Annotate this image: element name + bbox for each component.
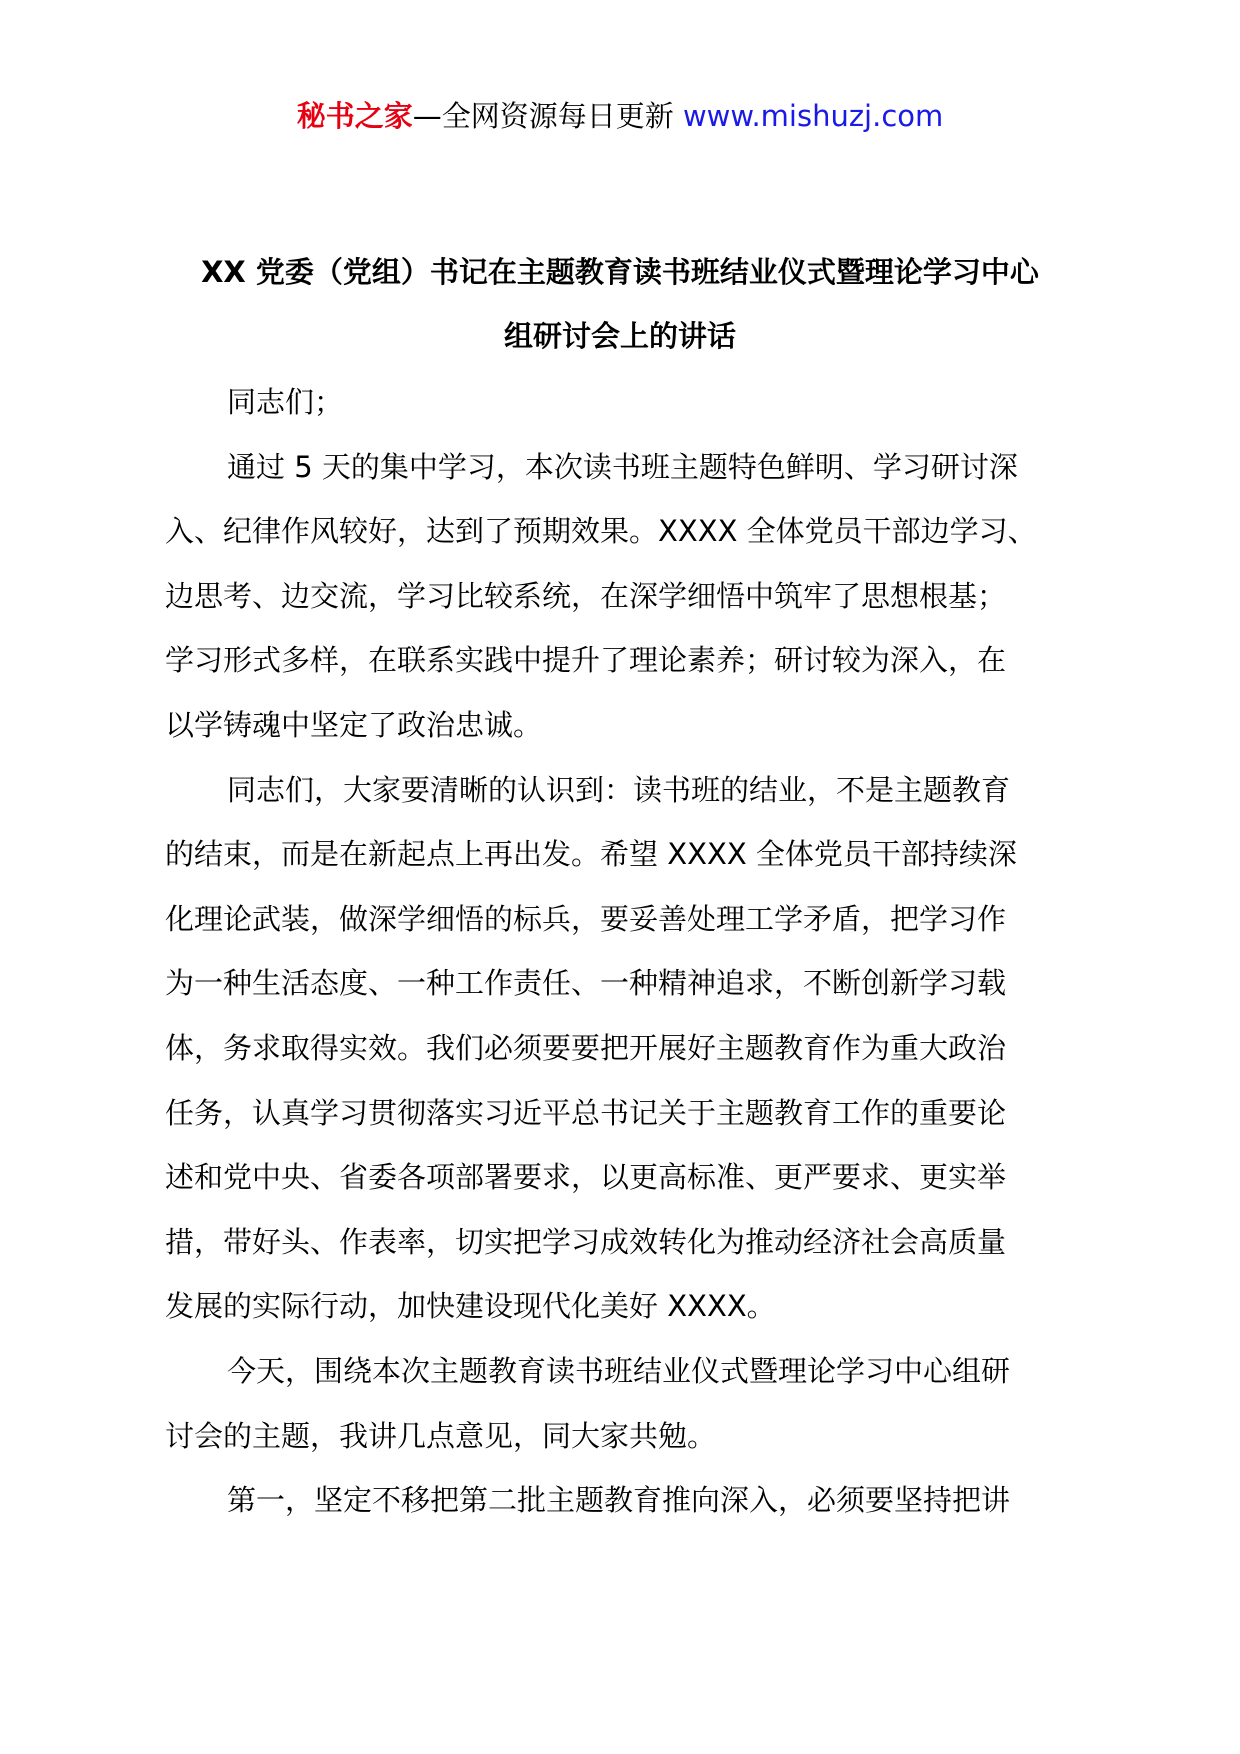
paragraph-1 [165, 435, 1095, 758]
paragraph-line: 化理论武装，做深学细悟的标兵，要妥善处理工学矛盾，把学习作 [165, 901, 1007, 936]
paragraph-line: 今天，围绕本次主题教育读书班结业仪式暨理论学习中心组研 [227, 1353, 1011, 1388]
paragraph-line: 入、纪律作风较好，达到了预期效果。XXXX 全体党员干部边学习、 [165, 514, 1037, 549]
title-line-2: 组研讨会上的讲话 [503, 319, 736, 353]
paragraph-line: 发展的实际行动，加快建设现代化美好 XXXX。 [165, 1289, 776, 1324]
site-tagline: —全网资源每日更新 [412, 99, 674, 133]
paragraph-line: 第一，坚定不移把第二批主题教育推向深入，必须要坚持把讲 [227, 1483, 1011, 1518]
paragraph-line: 体，务求取得实效。我们必须要要把开展好主题教育作为重大政治 [165, 1030, 1007, 1065]
paragraph-line: 措，带好头、作表率，切实把学习成效转化为推动经济社会高质量 [165, 1224, 1007, 1259]
site-url-link[interactable]: www.mishuzj.com [682, 99, 944, 133]
paragraph-line: 的结束，而是在新起点上再出发。希望 XXXX 全体党员干部持续深 [165, 837, 1017, 872]
salutation: 同志们； [227, 385, 344, 419]
site-header [0, 96, 1240, 136]
paragraph-line: 任务，认真学习贯彻落实习近平总书记关于主题教育工作的重要论 [165, 1095, 1007, 1130]
paragraph-line: 述和党中央、省委各项部署要求，以更高标准、更严要求、更实举 [165, 1160, 1007, 1195]
paragraph-line: 学习形式多样，在联系实践中提升了理论素养；研讨较为深入，在 [165, 643, 1007, 678]
paragraph-line: 通过 5 天的集中学习，本次读书班主题特色鲜明、学习研讨深 [227, 449, 1018, 484]
paragraph-line: 边思考、边交流，学习比较系统，在深学细悟中筑牢了思想根基； [165, 578, 1007, 613]
paragraph-line: 讨会的主题，我讲几点意见，同大家共勉。 [165, 1418, 717, 1453]
paragraph-3 [165, 1339, 1095, 1468]
paragraph-line: 以学铸魂中坚定了政治忠诚。 [165, 707, 543, 742]
site-brand: 秘书之家 [296, 99, 413, 133]
paragraph-line: 为一种生活态度、一种工作责任、一种精神追求，不断创新学习载 [165, 966, 1007, 1001]
document-title [150, 240, 1090, 368]
title-line-1: XX 党委（党组）书记在主题教育读书班结业仪式暨理论学习中心 [201, 255, 1039, 289]
document-body [165, 370, 1095, 1533]
paragraph-4 [165, 1468, 1095, 1533]
paragraph-line: 同志们，大家要清晰的认识到：读书班的结业，不是主题教育 [227, 772, 1011, 807]
paragraph-2 [165, 758, 1095, 1339]
